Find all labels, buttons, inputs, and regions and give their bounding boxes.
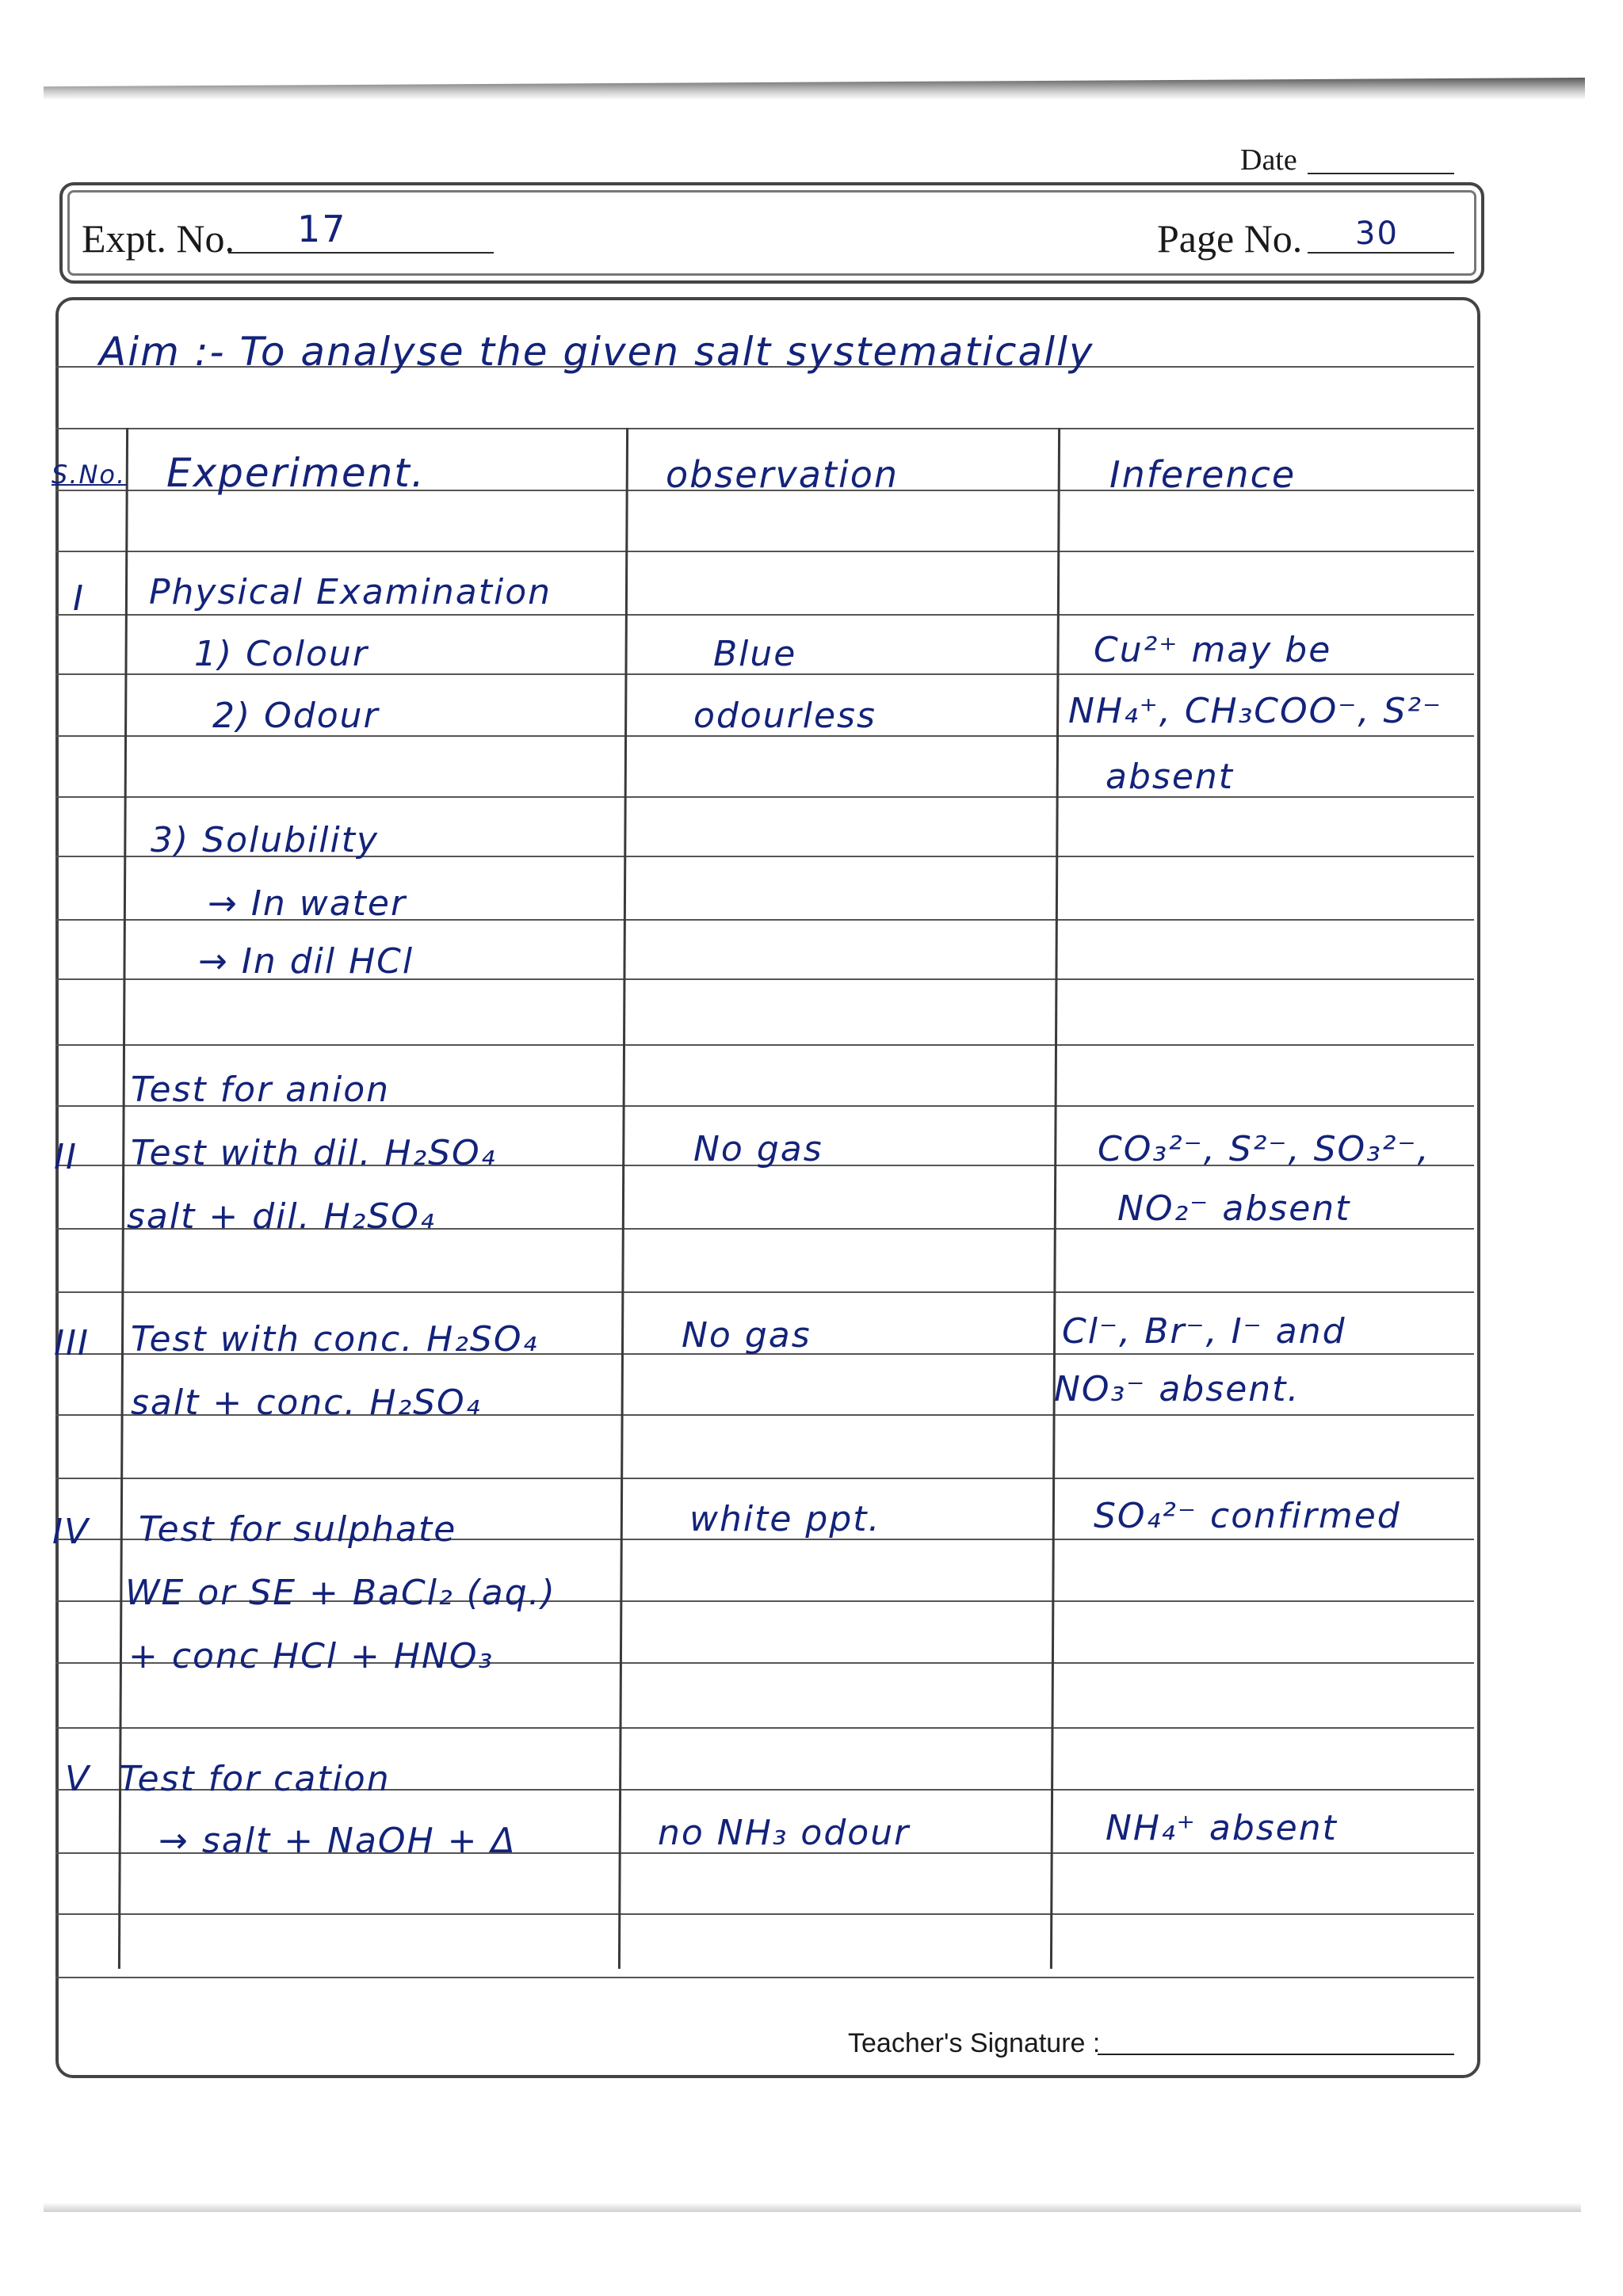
colour-inference: Cu²⁺ may be: [1094, 630, 1332, 670]
sulphate-inference: SO₄²⁻ confirmed: [1094, 1496, 1401, 1536]
sulphate-line2: WE or SE + BaCl₂ (aq.): [125, 1573, 556, 1613]
page-line: [1308, 252, 1454, 254]
column-header-sno: S.No.: [52, 460, 127, 490]
expt-label: Expt. No.: [82, 216, 235, 261]
expt-line: [228, 252, 494, 254]
page-label: Page No.: [1157, 216, 1303, 261]
column-header-experiment: Experiment.: [166, 450, 426, 496]
teacher-signature-line: [1098, 2054, 1454, 2055]
sno-5: V: [65, 1759, 91, 1799]
odour-label: 2) Odour: [212, 696, 380, 736]
colour-label: 1) Colour: [194, 634, 369, 674]
teacher-signature-label: Teacher's Signature :: [848, 2028, 1101, 2058]
dil-h2so4-inference-2: NO₂⁻ absent: [1117, 1188, 1351, 1229]
ruled-line: [55, 1044, 1474, 1046]
odour-inference-1: NH₄⁺, CH₃COO⁻, S²⁻: [1068, 691, 1443, 731]
conc-h2so4-observation: No gas: [682, 1315, 812, 1356]
sno-3: III: [54, 1323, 90, 1363]
ruled-line: [55, 428, 1474, 429]
dil-h2so4-inference-1: CO₃²⁻, S²⁻, SO₃²⁻,: [1098, 1129, 1430, 1169]
scan-edge-bottom: [44, 2203, 1581, 2212]
date-line: [1308, 173, 1454, 174]
odour-observation: odourless: [693, 696, 876, 736]
anion-title: Test for anion: [131, 1070, 391, 1110]
colour-observation: Blue: [713, 634, 797, 674]
conc-h2so4-line1: Test with conc. H₂SO₄: [131, 1319, 539, 1360]
sno-2: II: [54, 1137, 78, 1177]
ruled-line: [55, 551, 1474, 552]
cation-inference: NH₄⁺ absent: [1106, 1808, 1338, 1848]
dil-h2so4-line1: Test with dil. H₂SO₄: [131, 1133, 497, 1173]
solubility-water: → In water: [208, 883, 407, 924]
ruled-line: [55, 796, 1474, 798]
solubility-dil-hcl: → In dil HCl: [198, 941, 414, 982]
aim-text: Aim :- To analyse the given salt systematically: [99, 329, 1094, 375]
sno-1: I: [73, 578, 85, 619]
physical-title: Physical Examination: [149, 572, 552, 612]
ruled-line: [55, 1913, 1474, 1915]
odour-inference-2: absent: [1106, 757, 1235, 797]
conc-h2so4-inference-2: NO₃⁻ absent.: [1054, 1369, 1300, 1409]
sulphate-observation: white ppt.: [689, 1499, 881, 1539]
scan-edge-top: [44, 78, 1585, 100]
column-header-observation: observation: [666, 453, 899, 496]
cation-line1: Test for cation: [119, 1759, 391, 1799]
page-value: 30: [1355, 215, 1399, 252]
dil-h2so4-observation: No gas: [693, 1129, 823, 1169]
ruled-line: [55, 1478, 1474, 1479]
expt-value: 17: [297, 208, 347, 250]
column-header-inference: Inference: [1109, 453, 1296, 496]
dil-h2so4-line2: salt + dil. H₂SO₄: [127, 1196, 436, 1237]
ruled-line: [55, 1977, 1474, 1978]
conc-h2so4-line2: salt + conc. H₂SO₄: [131, 1383, 482, 1423]
sulphate-line1: Test for sulphate: [139, 1509, 457, 1550]
conc-h2so4-inference-1: Cl⁻, Br⁻, I⁻ and: [1062, 1311, 1346, 1352]
sno-4: IV: [52, 1512, 90, 1552]
ruled-line: [55, 1291, 1474, 1293]
ruled-line: [55, 1727, 1474, 1729]
ruled-line: [55, 614, 1474, 616]
cation-observation: no NH₃ odour: [658, 1813, 911, 1853]
sulphate-line3: + conc HCl + HNO₃: [128, 1636, 495, 1676]
solubility-label: 3) Solubility: [151, 820, 380, 860]
date-label: Date: [1240, 143, 1297, 177]
cation-line2: → salt + NaOH + Δ: [158, 1821, 517, 1861]
